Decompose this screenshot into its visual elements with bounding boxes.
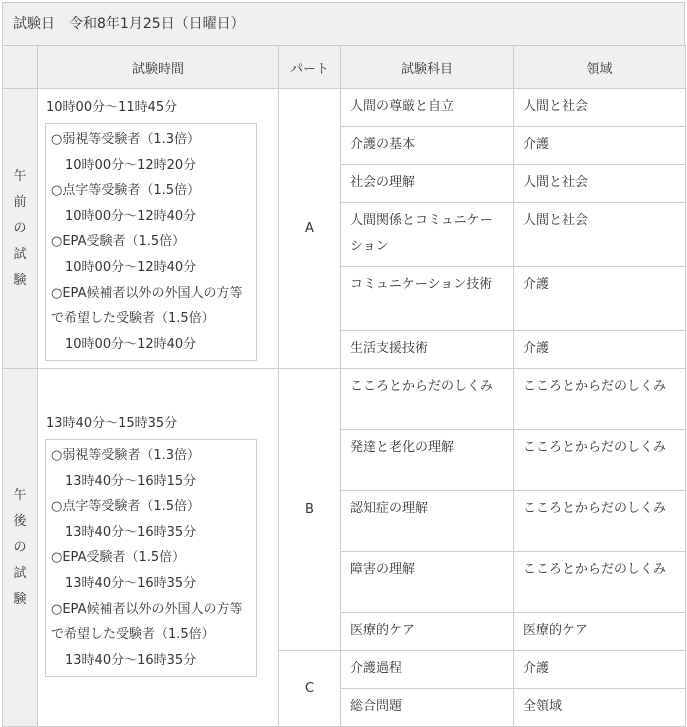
exam-date-title: 試験日 令和8年1月25日（日曜日）: [2, 2, 685, 46]
domain-cell: こころとからだのしくみ: [514, 430, 686, 491]
morning-session-label: 午 前 の 試 験: [3, 89, 38, 369]
subject-cell: コミュニケーション技術: [341, 267, 514, 331]
table-row: [3, 89, 686, 127]
subject-cell: 医療的ケア: [341, 613, 514, 651]
special-type: ○弱視等受験者（1.3倍）: [51, 448, 201, 463]
domain-cell: 人間と社会: [514, 89, 686, 127]
subject-cell: 介護過程: [341, 651, 514, 689]
part-a-cell: A: [279, 89, 341, 369]
afternoon-special-times-box: [45, 439, 257, 677]
domain-cell: 介護: [514, 331, 686, 369]
special-type: ○EPA候補者以外の外国人の方等: [51, 285, 243, 301]
special-time: 10時00分～12時20分: [65, 157, 197, 173]
special-time: 10時00分～12時40分: [65, 336, 197, 352]
special-type: ○弱視等受験者（1.3倍）: [51, 132, 201, 147]
part-c-cell: C: [279, 651, 341, 727]
morning-special-times-box: [45, 123, 257, 361]
column-header-domain: 領域: [514, 46, 686, 89]
domain-cell: 介護: [514, 651, 686, 689]
special-time: 10時00分～12時40分: [65, 208, 197, 224]
afternoon-main-time: 13時40分～15時35分: [46, 416, 178, 431]
corner-header-cell: [3, 46, 38, 89]
special-time: 13時40分～16時35分: [65, 652, 197, 668]
subject-cell: 障害の理解: [341, 552, 514, 613]
morning-time-cell: [38, 89, 279, 369]
subject-cell: 人間の尊厳と自立: [341, 89, 514, 127]
domain-cell: 全領域: [514, 689, 686, 727]
column-header-part: パート: [279, 46, 341, 89]
domain-cell: こころとからだのしくみ: [514, 491, 686, 552]
special-type-continued: で希望した受験者（1.5倍）: [51, 627, 215, 643]
domain-cell: こころとからだのしくみ: [514, 369, 686, 430]
column-header-time: 試験時間: [38, 46, 279, 89]
subject-cell: こころとからだのしくみ: [341, 369, 514, 430]
domain-cell: 人間と社会: [514, 165, 686, 203]
subject-cell: 介護の基本: [341, 127, 514, 165]
afternoon-session-label: 午 後 の 試 験: [3, 369, 38, 727]
subject-cell: 人間関係とコミュニケーション: [341, 203, 514, 267]
exam-schedule-table: [2, 45, 686, 727]
table-row: [3, 369, 686, 430]
domain-cell: 人間と社会: [514, 203, 686, 267]
subject-cell: 総合問題: [341, 689, 514, 727]
domain-cell: 医療的ケア: [514, 613, 686, 651]
special-type-continued: で希望した受験者（1.5倍）: [51, 311, 215, 327]
subject-cell: 発達と老化の理解: [341, 430, 514, 491]
special-type: ○点字等受験者（1.5倍）: [51, 499, 201, 515]
special-type: ○EPA候補者以外の外国人の方等: [51, 601, 243, 617]
special-type: ○EPA受験者（1.5倍）: [51, 550, 186, 566]
special-time: 13時40分～16時15分: [65, 473, 197, 489]
subject-cell: 認知症の理解: [341, 491, 514, 552]
table-header-row: [3, 46, 686, 89]
afternoon-time-cell: [38, 369, 279, 727]
column-header-subject: 試験科目: [341, 46, 514, 89]
special-time: 13時40分～16時35分: [65, 575, 197, 591]
morning-main-time: 10時00分～11時45分: [46, 100, 178, 115]
special-time: 13時40分～16時35分: [65, 524, 197, 540]
domain-cell: 介護: [514, 127, 686, 165]
special-type: ○EPA受験者（1.5倍）: [51, 234, 186, 250]
subject-cell: 生活支援技術: [341, 331, 514, 369]
part-b-cell: B: [279, 369, 341, 651]
domain-cell: 介護: [514, 267, 686, 331]
subject-cell: 社会の理解: [341, 165, 514, 203]
domain-cell: こころとからだのしくみ: [514, 552, 686, 613]
special-type: ○点字等受験者（1.5倍）: [51, 183, 201, 199]
special-time: 10時00分～12時40分: [65, 259, 197, 275]
